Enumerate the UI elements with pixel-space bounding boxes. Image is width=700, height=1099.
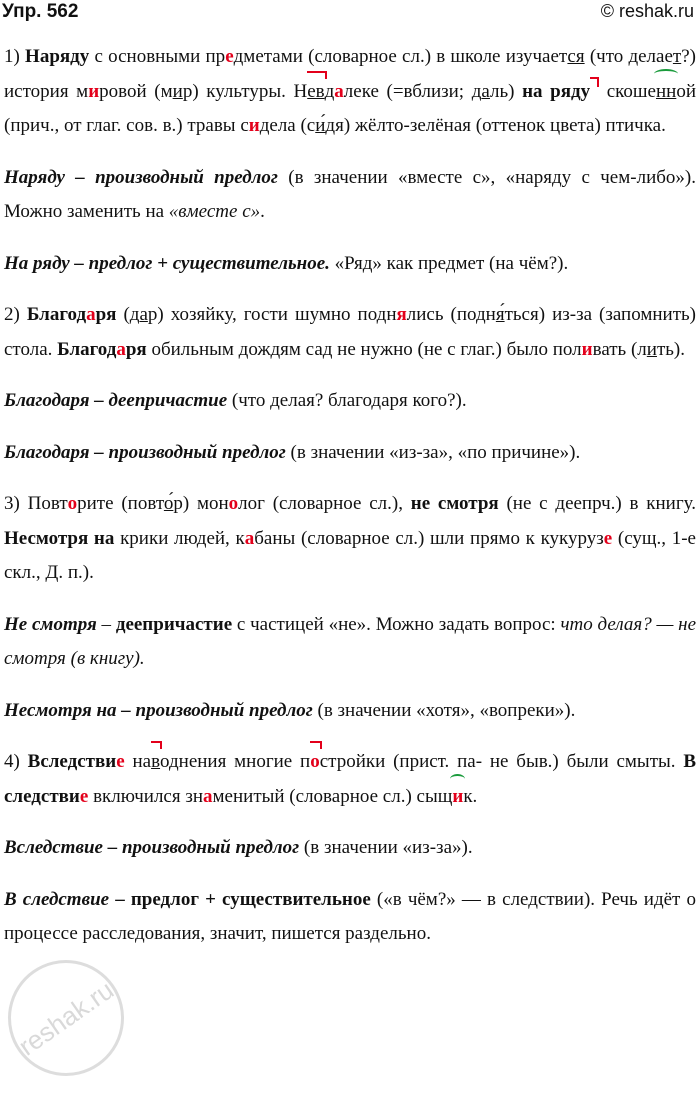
- text: р) культуры. Н: [182, 80, 308, 102]
- underlined-part: а: [481, 80, 490, 102]
- paragraph-7: [4, 487, 696, 591]
- prefix-mark-icon: [590, 77, 599, 87]
- page-header: [0, 0, 700, 30]
- exercise-title: Упр. 562: [2, 1, 79, 22]
- highlight-letter: а: [244, 527, 255, 549]
- text: (в значении «хотя», «вопреки»).: [312, 699, 576, 721]
- underlined-part: д: [324, 80, 335, 102]
- highlight-letter: я: [396, 304, 407, 325]
- paragraph-3: [4, 247, 696, 282]
- highlight-letter: е: [116, 751, 125, 772]
- text: (сущ., 1-е скл., Д. п.).: [4, 527, 696, 583]
- highlight-letter: а: [86, 304, 96, 325]
- text: рите (повт: [77, 493, 164, 514]
- underlined-part: и́: [315, 115, 326, 136]
- text: крики людей, к: [114, 527, 245, 549]
- underlined-part: я́: [495, 304, 505, 325]
- text: баны (словарное сл.) шли прямо к кукуруз: [254, 527, 604, 549]
- text: (в значении «из-за»).: [299, 837, 473, 858]
- text: однения многие п: [160, 751, 311, 772]
- bold-word: деепричастие: [115, 613, 233, 635]
- highlight-letter: и: [248, 115, 260, 136]
- underlined-part: и: [172, 80, 183, 102]
- paragraph-11: [4, 831, 696, 866]
- bold-word: не смотря: [410, 493, 499, 514]
- rule-term: Вследствие – производный предлог: [4, 837, 300, 858]
- bold-word: – предлог + существительное: [109, 888, 371, 910]
- underlined-part: о́: [163, 493, 174, 514]
- exercise-content: [4, 40, 696, 969]
- highlight-letter: е: [79, 785, 89, 807]
- rule-term: В следствие: [4, 888, 110, 910]
- text: р) хозяйку, гости шумно подн: [147, 304, 397, 325]
- rule-term: Благодаря – деепричастие: [4, 390, 228, 411]
- bold-word: В следстви: [4, 751, 697, 807]
- rule-term: Несмотря на – производный предлог: [4, 699, 313, 721]
- highlight-letter: а: [334, 80, 344, 102]
- bold-word: Благод: [26, 304, 87, 325]
- prefix-mark: о: [310, 745, 320, 780]
- text: –: [96, 613, 116, 635]
- watermark-logo: reshak.ru: [0, 937, 147, 1099]
- text: (д: [116, 304, 140, 325]
- paragraph-2: [4, 161, 696, 230]
- text: дела (с: [259, 115, 316, 136]
- text: леке (=вблизи; д: [343, 80, 482, 102]
- text: ой (прич., от глаг. сов. в.) травы с: [4, 80, 696, 136]
- prefix-mark: ев: [307, 75, 324, 110]
- text: (что делая? благодаря кого?).: [227, 390, 467, 411]
- text: дя) жёлто-зелёная (оттенок цвета) птичка.: [325, 115, 666, 136]
- paragraph-1: [4, 40, 696, 144]
- text: (что делае: [584, 46, 673, 67]
- text: (в значении «из-за», «по причине»).: [285, 441, 581, 463]
- highlight-letter: а: [116, 338, 126, 360]
- text: 4): [4, 751, 28, 772]
- text: включился зн: [88, 785, 204, 807]
- paragraph-6: [4, 436, 696, 471]
- text: дметами (словарное сл.) в школе изучает: [233, 46, 568, 67]
- highlight-letter: о: [67, 493, 78, 514]
- bold-word: на ряду: [522, 80, 591, 102]
- text: (в значении «вместе с», «наряду с чем-либо»). Можно заменить на: [4, 166, 696, 222]
- text: ?) история м: [4, 46, 696, 102]
- bold-word: Вследстви: [27, 751, 117, 772]
- text: .: [260, 201, 265, 222]
- italic-text: что делая? — не смотря (в книгу).: [4, 613, 697, 669]
- paragraph-12: [4, 883, 696, 952]
- text: с основными пр: [89, 46, 226, 67]
- text: лись (подн: [406, 304, 496, 325]
- suffix-mark: нн: [656, 75, 676, 110]
- text: 3) Повт: [4, 493, 68, 514]
- text: р) мон: [173, 493, 229, 514]
- text: лог (словарное сл.),: [238, 493, 411, 514]
- text: 1): [4, 46, 26, 67]
- underlined-part: ся: [567, 46, 585, 67]
- underlined-part: и: [646, 338, 657, 360]
- text: ть).: [656, 338, 686, 360]
- highlight-letter: е: [603, 527, 613, 549]
- bold-word: ря: [95, 304, 117, 325]
- text: обильным дождям сад не нужно (не с глаг.) было пол: [146, 338, 582, 360]
- text: с частицей «не». Можно задать вопрос:: [232, 613, 561, 635]
- text: вать (л: [592, 338, 647, 360]
- text: на: [124, 751, 152, 772]
- bold-word: Несмотря на: [4, 527, 115, 549]
- prefix-mark: в: [151, 745, 160, 780]
- rule-term: Наряду – производный предлог: [4, 166, 278, 188]
- paragraph-8: [4, 608, 696, 677]
- text: стройки (прист. па- не быв.) были смыты.: [319, 751, 684, 772]
- highlight-letter: е: [225, 46, 234, 67]
- highlight-letter: о: [228, 493, 239, 514]
- bold-word: Наряду: [25, 46, 90, 67]
- paragraph-5: [4, 384, 696, 419]
- site-copyright: © reshak.ru: [600, 1, 694, 21]
- suffix-mark: и: [452, 780, 463, 815]
- text: «Ряд» как предмет (на чём?).: [329, 252, 569, 274]
- text: к.: [463, 785, 478, 807]
- highlight-letter: и: [88, 80, 100, 102]
- text: ль): [489, 80, 523, 102]
- rule-term: Благодаря – производный предлог: [4, 441, 286, 463]
- paragraph-9: [4, 694, 696, 729]
- paragraph-4: [4, 298, 696, 367]
- text: ровой (м: [99, 80, 173, 102]
- underlined-part: т: [672, 46, 682, 67]
- bold-word: Благод: [57, 338, 117, 360]
- bold-word: ря: [125, 338, 147, 360]
- rule-term: Не смотря: [4, 613, 97, 635]
- text: скоше: [599, 80, 656, 102]
- highlight-letter: а: [203, 785, 213, 807]
- text: («в чём?» — в следствии). Речь идёт о процессе расследования, значит, пишется раздельно.: [4, 888, 696, 944]
- underlined-part: а: [139, 304, 148, 325]
- italic-text: «вместе с»: [168, 201, 261, 222]
- text: (не с деепрч.) в книгу.: [498, 493, 696, 514]
- rule-term: На ряду – предлог + существительное.: [4, 252, 330, 274]
- text: менитый (словарное сл.) сыщ: [212, 785, 453, 807]
- highlight-letter: и: [581, 338, 593, 360]
- paragraph-10: [4, 745, 696, 814]
- text: 2): [4, 304, 27, 325]
- text: ться) из-за (запомнить) стола.: [4, 304, 697, 360]
